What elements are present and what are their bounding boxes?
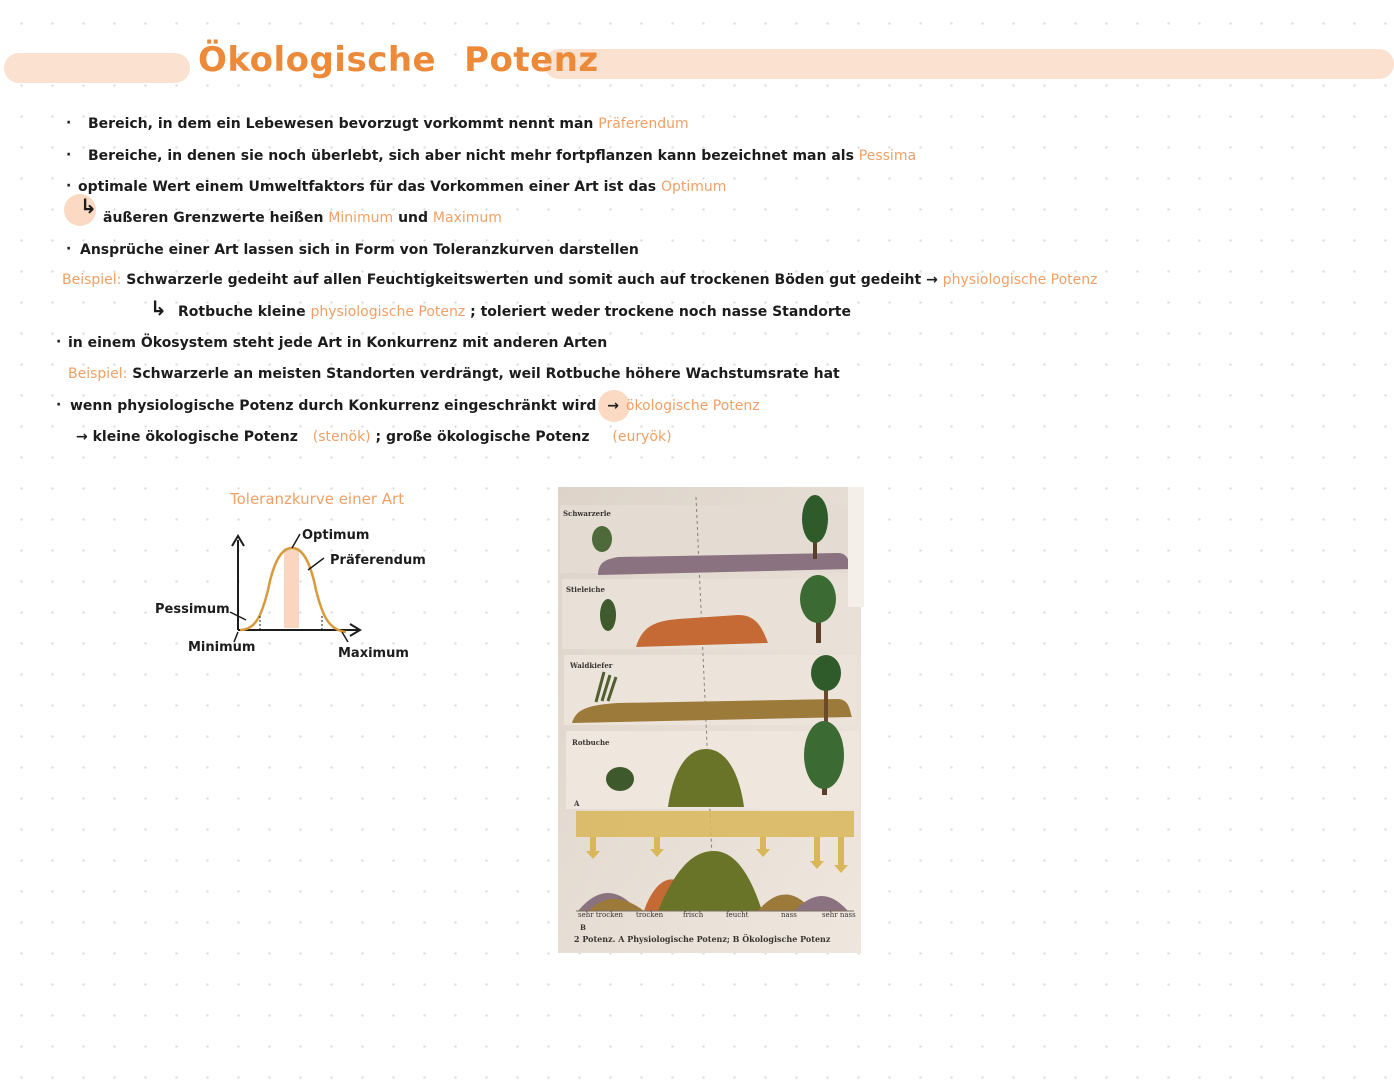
note-text: Bereich, in dem ein Lebewesen bevorzugt vorkommt nennt man	[88, 116, 594, 132]
note-text: in einem Ökosystem steht jede Art in Konkurrenz mit anderen Arten	[68, 335, 608, 351]
note-line-3	[78, 179, 726, 195]
term-praeferendum: Präferendum	[598, 116, 689, 132]
textbook-figure-photo	[558, 487, 861, 953]
competition-bar	[576, 811, 854, 837]
leaf-icon-buche	[606, 767, 634, 791]
term-optimum: Optimum	[661, 179, 727, 195]
label-maximum: Maximum	[338, 646, 409, 661]
beispiel-label: Beispiel:	[62, 272, 122, 288]
bullet: ·	[56, 334, 62, 350]
note-line-9	[68, 366, 840, 382]
praeferendum-pointer	[308, 558, 324, 570]
term-oekologische-potenz: ökologische Potenz	[625, 398, 760, 414]
title-highlight-right	[544, 49, 1394, 79]
term-physiologische-potenz: physiologische Potenz	[310, 304, 466, 320]
species-label-waldkiefer: Waldkiefer	[570, 661, 613, 670]
bullet: ·	[66, 147, 72, 163]
species-label-rotbuche: Rotbuche	[572, 738, 610, 747]
note-text: → kleine ökologische Potenz	[76, 429, 298, 445]
term-euryoek: (euryök)	[612, 429, 672, 445]
axis-label: sehr nass	[822, 911, 856, 919]
axis-label: sehr trocken	[578, 911, 624, 919]
page-title	[198, 40, 599, 80]
note-text: äußeren Grenzwerte heißen	[103, 210, 324, 226]
note-text-und: und	[398, 210, 429, 226]
label-praeferendum: Präferendum	[330, 553, 426, 568]
axis-label: trocken	[636, 911, 664, 919]
note-line-8	[68, 335, 607, 351]
term-physiologische-potenz: physiologische Potenz	[942, 272, 1098, 288]
bullet: ·	[66, 178, 72, 194]
axis-label: nass	[781, 911, 797, 919]
note-line-4	[103, 210, 502, 226]
note-line-10	[70, 398, 760, 414]
note-text: Rotbuche kleine	[178, 304, 306, 320]
leaf-icon-erle	[592, 526, 612, 552]
note-line-1	[88, 116, 689, 132]
term-minimum: Minimum	[328, 210, 394, 226]
note-line-6	[62, 272, 1098, 288]
optimum-band	[284, 548, 299, 628]
figure-caption: 2 Potenz. A Physiologische Potenz; B Ökologische Potenz	[574, 934, 831, 944]
note-text: Bereiche, in denen sie noch überlebt, sich aber nicht mehr fortpflanzen kann bezeichnet man als	[88, 148, 854, 164]
term-maximum: Maximum	[432, 210, 502, 226]
hook-arrow-icon: ↳	[80, 194, 97, 218]
title-highlight-left	[4, 53, 190, 83]
hook-arrow-icon: ↳	[150, 296, 167, 320]
note-text: optimale Wert einem Umweltfaktors für das Vorkommen einer Art ist das	[78, 179, 657, 195]
label-optimum: Optimum	[302, 528, 370, 543]
textbook-figure	[558, 487, 861, 953]
bullet: ·	[66, 241, 72, 257]
title-word-2: Potenz	[464, 40, 599, 80]
note-text: Schwarzerle an meisten Standorten verdrängt, weil Rotbuche höhere Wachstumsrate hat	[132, 366, 840, 382]
leaf-icon-eiche	[600, 599, 616, 631]
note-text: Schwarzerle gedeiht auf allen Feuchtigkeitswerten und somit auch auf trockenen Böden gut gedeiht →	[126, 272, 938, 288]
note-line-11	[76, 429, 672, 445]
note-line-7	[178, 304, 851, 320]
note-text: ; große ökologische Potenz	[375, 429, 590, 445]
title-word-1: Ökologische	[198, 40, 437, 80]
bullet: ·	[66, 115, 72, 131]
next-page-strip	[848, 487, 864, 607]
species-label-stieleiche: Stieleiche	[566, 585, 605, 594]
note-text: wenn physiologische Potenz durch Konkurrenz eingeschränkt wird	[70, 398, 597, 414]
maximum-pointer	[342, 632, 348, 642]
note-line-2	[88, 148, 916, 164]
term-stenoek: (stenök)	[312, 429, 371, 445]
beispiel-label: Beispiel:	[68, 366, 128, 382]
axis-label: frisch	[683, 911, 704, 919]
panel-label-b: B	[580, 923, 586, 932]
term-pessima: Pessima	[858, 148, 917, 164]
panel-label-a: A	[574, 799, 580, 808]
label-minimum: Minimum	[188, 640, 256, 655]
optimum-pointer	[292, 534, 300, 548]
note-line-5	[80, 242, 639, 258]
arrow-icon: →	[607, 398, 619, 414]
sketch-title: Toleranzkurve einer Art	[230, 490, 405, 508]
species-label-schwarzerle: Schwarzerle	[563, 509, 611, 518]
note-text: ; toleriert weder trockene noch nasse Standorte	[470, 304, 851, 320]
note-text: Ansprüche einer Art lassen sich in Form von Toleranzkurven darstellen	[80, 242, 639, 258]
label-pessimum: Pessimum	[155, 602, 230, 617]
bullet: ·	[56, 397, 62, 413]
axis-label: feucht	[726, 911, 749, 919]
